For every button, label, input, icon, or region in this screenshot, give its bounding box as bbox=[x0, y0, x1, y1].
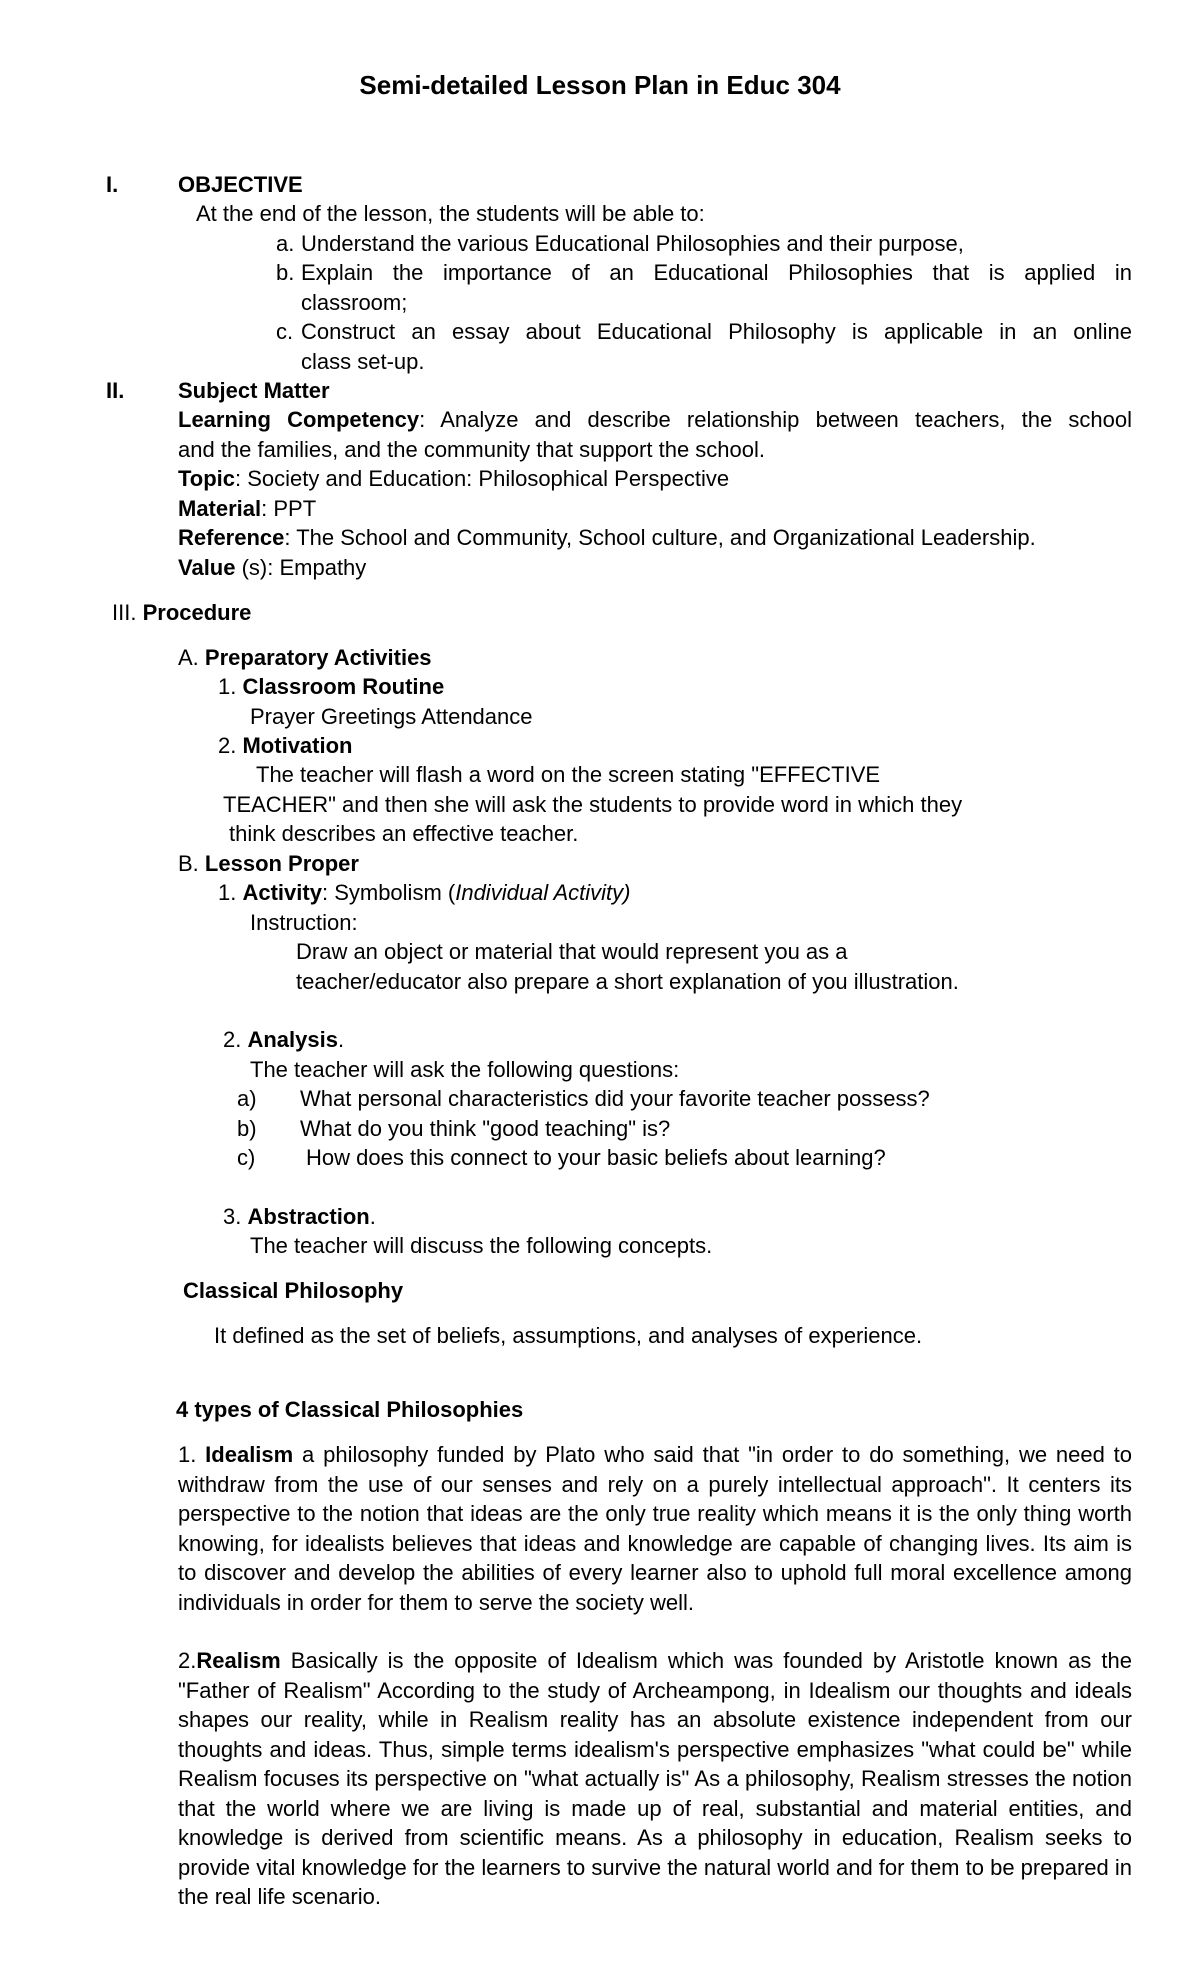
question-a: What personal characteristics did your favorite teacher possess? bbox=[300, 1086, 930, 1111]
section-2-heading: Subject Matter bbox=[178, 378, 330, 403]
value-text: (s): Empathy bbox=[235, 555, 367, 580]
question-marker-b: b) bbox=[237, 1116, 257, 1141]
classroom-routine-line bbox=[218, 672, 444, 702]
idealism-label: Idealism bbox=[205, 1442, 294, 1467]
topic-text: : Society and Education: Philosophical Perspective bbox=[235, 466, 730, 491]
idealism-prefix: 1. bbox=[178, 1442, 206, 1467]
section-3-line bbox=[112, 598, 251, 628]
abstraction-heading: Abstraction bbox=[247, 1204, 370, 1229]
reference-text: : The School and Community, School culture, and Organizational Leadership. bbox=[284, 525, 1036, 550]
abstraction-period: . bbox=[369, 1204, 376, 1229]
lesson-proper-line bbox=[178, 849, 359, 879]
material-line bbox=[178, 494, 316, 524]
value-label: Value bbox=[178, 555, 236, 580]
analysis-period: . bbox=[337, 1027, 345, 1052]
part-a-marker: A. bbox=[178, 645, 199, 670]
abstraction-line bbox=[223, 1202, 376, 1232]
instruction-label: Instruction: bbox=[250, 910, 358, 935]
question-marker-a: a) bbox=[237, 1086, 257, 1111]
motivation-line bbox=[218, 731, 352, 761]
reference-line bbox=[178, 523, 1036, 553]
material-label: Material bbox=[178, 496, 262, 521]
value-line bbox=[178, 553, 366, 583]
question-c: How does this connect to your basic beliefs about learning? bbox=[306, 1145, 886, 1170]
activity-line bbox=[218, 878, 630, 908]
routine-text: Prayer Greetings Attendance bbox=[250, 704, 533, 729]
analysis-heading: Analysis bbox=[247, 1027, 338, 1052]
analysis-line bbox=[223, 1025, 344, 1055]
activity-italic: Individual Activity) bbox=[455, 880, 631, 905]
realism-prefix: 2. bbox=[178, 1648, 197, 1673]
learning-competency-label: Learning Competency bbox=[178, 407, 420, 432]
part-b-marker: B. bbox=[178, 851, 199, 876]
instruction-line2: teacher/educator also prepare a short explanation of you illustration. bbox=[296, 969, 959, 994]
activity-text: : Symbolism ( bbox=[321, 880, 456, 905]
motivation-marker: 2. bbox=[218, 733, 237, 758]
part-b-heading: Lesson Proper bbox=[204, 851, 359, 876]
objective-item-b-line1: Explain the importance of an Educational Philosophies that is applied in bbox=[301, 260, 1132, 285]
objective-marker-b: b. bbox=[276, 260, 295, 285]
classical-types-heading: 4 types of Classical Philosophies bbox=[176, 1397, 524, 1422]
abstraction-intro: The teacher will discuss the following concepts. bbox=[250, 1233, 713, 1258]
page-title: Semi-detailed Lesson Plan in Educ 304 bbox=[359, 70, 841, 100]
reference-label: Reference bbox=[178, 525, 285, 550]
motivation-heading: Motivation bbox=[242, 733, 353, 758]
preparatory-activities-line bbox=[178, 643, 432, 673]
realism-label: Realism bbox=[196, 1648, 281, 1673]
classical-philosophy-heading: Classical Philosophy bbox=[183, 1278, 404, 1303]
realism-text: Basically is the opposite of Idealism which was founded by Aristotle known as the "Father of Realism" According to the study of Archeampong, in Idealism our thoughts and ideals shapes our reality, while in Realism reality has an absolute existence independent from our thoughts and ideas. Thus, simple terms idealism's perspective emphasizes "what could be" while Realism focuses its perspective on "what actually is" As a philosophy, Realism stresses the notion that the world where we are living is made up of real, substantial and material entities, and knowledge is derived from scientific means. As a philosophy in education, Realism seeks to provide vital knowledge for the learners to survive the natural world and for them to be prepared in the real life scenario. bbox=[178, 1648, 1132, 1909]
analysis-marker: 2. bbox=[223, 1027, 242, 1052]
objective-marker-a: a. bbox=[276, 231, 295, 256]
motivation-text-line3: think describes an effective teacher. bbox=[229, 821, 579, 846]
instruction-line1: Draw an object or material that would represent you as a bbox=[296, 939, 848, 964]
activity-marker: 1. bbox=[218, 880, 237, 905]
section-3-heading: Procedure bbox=[142, 600, 252, 625]
routine-marker: 1. bbox=[218, 674, 237, 699]
abstraction-marker: 3. bbox=[223, 1204, 242, 1229]
section-2-numeral: II. bbox=[106, 378, 125, 403]
question-marker-c: c) bbox=[237, 1145, 256, 1170]
objective-item-a: Understand the various Educational Philosophies and their purpose, bbox=[301, 231, 964, 256]
question-b: What do you think "good teaching" is? bbox=[300, 1116, 671, 1141]
routine-heading: Classroom Routine bbox=[242, 674, 445, 699]
idealism-paragraph bbox=[178, 1440, 1132, 1617]
material-text: : PPT bbox=[261, 496, 317, 521]
topic-line bbox=[178, 464, 729, 494]
section-1-heading: OBJECTIVE bbox=[178, 172, 303, 197]
classical-philosophy-definition: It defined as the set of beliefs, assumptions, and analyses of experience. bbox=[214, 1323, 923, 1348]
learning-competency-line2: and the families, and the community that support the school. bbox=[178, 437, 765, 462]
analysis-intro: The teacher will ask the following questions: bbox=[250, 1057, 680, 1082]
section-3-numeral: III. bbox=[112, 600, 137, 625]
topic-label: Topic bbox=[178, 466, 236, 491]
objective-item-c-line1: Construct an essay about Educational Philosophy is applicable in an online bbox=[301, 319, 1132, 344]
objective-item-c-line2: class set-up. bbox=[301, 349, 425, 374]
activity-heading: Activity bbox=[242, 880, 322, 905]
objective-item-b-line2: classroom; bbox=[301, 290, 408, 315]
learning-competency-text: : Analyze and describe relationship between teachers, the school bbox=[419, 407, 1132, 432]
motivation-text-line2: TEACHER" and then she will ask the students to provide word in which they bbox=[223, 792, 963, 817]
part-a-heading: Preparatory Activities bbox=[204, 645, 432, 670]
idealism-text: a philosophy funded by Plato who said that "in order to do something, we need to withdraw from the use of our senses and rely on a purely intellectual approach". It centers its perspective to the notion that ideas are the only true reality which means it is the only thing worth knowing, for idealists believes that ideas and knowledge are capable of changing lives. Its aim is to discover and develop the abilities of every learner also to uphold full moral excellence among individuals in order for them to serve the society well. bbox=[178, 1442, 1132, 1615]
motivation-text-line1: The teacher will flash a word on the screen stating "EFFECTIVE bbox=[256, 762, 881, 787]
objective-intro: At the end of the lesson, the students will be able to: bbox=[196, 201, 705, 226]
objective-marker-c: c. bbox=[276, 319, 294, 344]
learning-competency-line1 bbox=[178, 405, 1132, 435]
realism-paragraph bbox=[178, 1646, 1132, 1912]
section-1-numeral: I. bbox=[106, 172, 119, 197]
